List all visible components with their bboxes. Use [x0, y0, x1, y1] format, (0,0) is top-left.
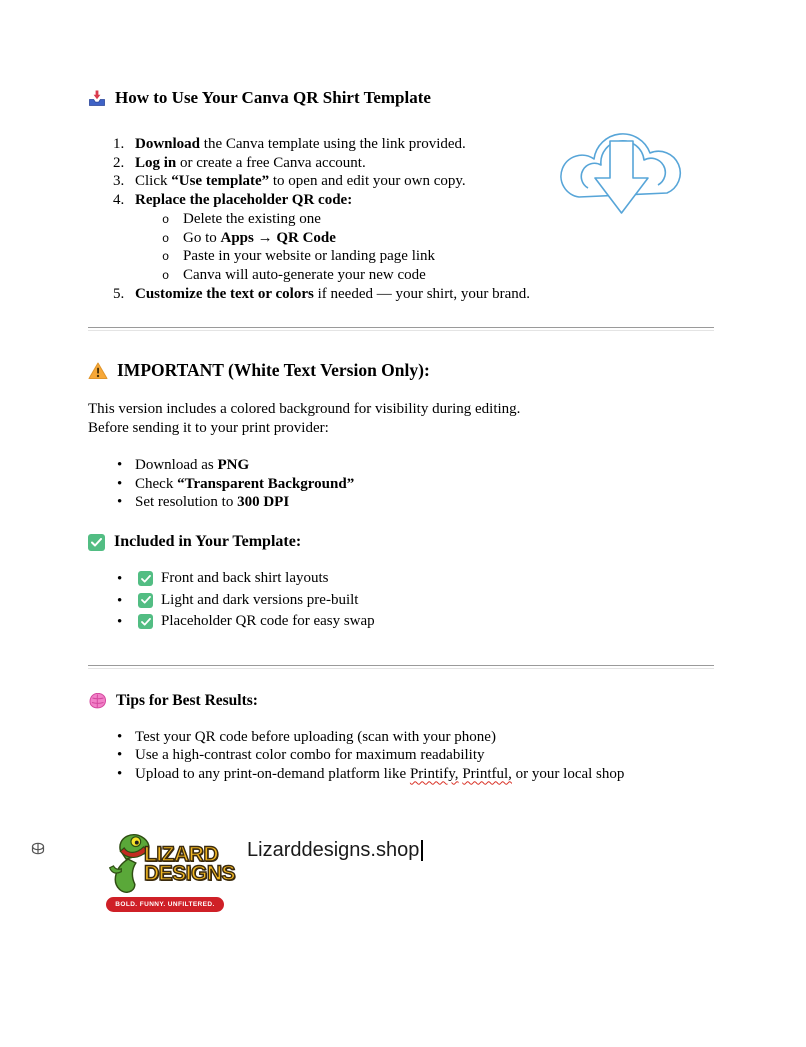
lizard-designs-logo[interactable]: [106, 831, 236, 916]
sub-list-item: o Go to Apps → QR Code: [88, 229, 733, 248]
bullet-item: • Upload to any print-on-demand platform like Printify, Printful, or your local shop: [88, 765, 733, 783]
check-mark-icon: [138, 593, 153, 608]
important-paragraph: This version includes a colored background for visibility during editing.: [88, 401, 521, 417]
section-tips: [88, 686, 733, 783]
tips-list: [88, 728, 733, 783]
sub-list-item: o Paste in your website or landing page link: [88, 247, 733, 266]
list-number: 2.: [113, 154, 125, 171]
tips-heading: [88, 686, 733, 710]
logo-word-lizard: LIZARD: [144, 842, 218, 866]
important-title: IMPORTANT (White Text Version Only):: [117, 360, 430, 380]
included-heading: [88, 528, 733, 551]
sub-list-item: o Canva will auto-generate your new code: [88, 266, 733, 285]
section-important: [88, 354, 733, 512]
list-item: 5. Customize the text or colors if needed — your shirt, your brand.: [113, 285, 531, 302]
list-item: 4. Replace the placeholder QR code:: [113, 192, 353, 209]
bullet-item: • Test your QR code before uploading (scan with your phone): [88, 728, 733, 746]
checked-item: • Placeholder QR code for easy swap: [88, 611, 733, 633]
list-item: 2. Log in or create a free Canva account.: [113, 154, 366, 171]
site-text: Lizarddesigns.shop: [247, 839, 420, 861]
important-paragraph: Before sending it to your print provider:: [88, 420, 329, 436]
check-mark-icon: [88, 534, 105, 551]
misspelled-word: Printify,: [409, 765, 459, 782]
logo-word-designs: DESIGNS: [144, 862, 236, 885]
important-bullets: [88, 456, 733, 512]
included-list: [88, 568, 733, 633]
object-anchor-icon[interactable]: [30, 841, 46, 862]
checked-item: • Front and back shirt layouts: [88, 568, 733, 590]
misspelled-word: Printful,: [462, 765, 512, 782]
howto-title: How to Use Your Canva QR Shirt Template: [115, 88, 431, 107]
warning-icon: [88, 362, 108, 380]
bullet-item: • Set resolution to 300 DPI: [88, 493, 733, 512]
logo-tagline-banner: BOLD. FUNNY. UNFILTERED.: [106, 897, 224, 912]
logo-top: [106, 831, 236, 897]
bullet-item: • Check “Transparent Background”: [88, 475, 733, 494]
horizontal-rule: [88, 327, 714, 331]
logo-wordmark: [144, 842, 236, 885]
checked-item: • Light and dark versions pre-built: [88, 590, 733, 612]
bullet-item: • Use a high-contrast color combo for maximum readability: [88, 746, 733, 764]
section-included: [88, 528, 733, 633]
horizontal-rule: [88, 665, 714, 669]
list-number: 3.: [113, 173, 125, 190]
included-title: Included in Your Template:: [114, 533, 302, 550]
text-cursor: [421, 840, 423, 861]
check-mark-icon: [138, 571, 153, 586]
tips-title: Tips for Best Results:: [116, 692, 258, 709]
site-text-field[interactable]: [247, 839, 423, 862]
check-mark-icon: [138, 614, 153, 629]
sub-list-item: o Delete the existing one: [88, 210, 733, 229]
list-item: 1. Download the Canva template using the link provided.: [113, 136, 466, 152]
bullet-item: • Download as PNG: [88, 456, 733, 475]
inbox-tray-icon: [88, 89, 106, 107]
list-number: 1.: [113, 136, 125, 152]
list-number: 4.: [113, 192, 125, 209]
brain-icon: [88, 693, 107, 709]
important-heading: [88, 354, 733, 381]
cloud-download-icon[interactable]: [548, 104, 698, 227]
list-item: 3. Click “Use template” to open and edit your own copy.: [113, 173, 466, 190]
list-number: 5.: [113, 285, 125, 302]
